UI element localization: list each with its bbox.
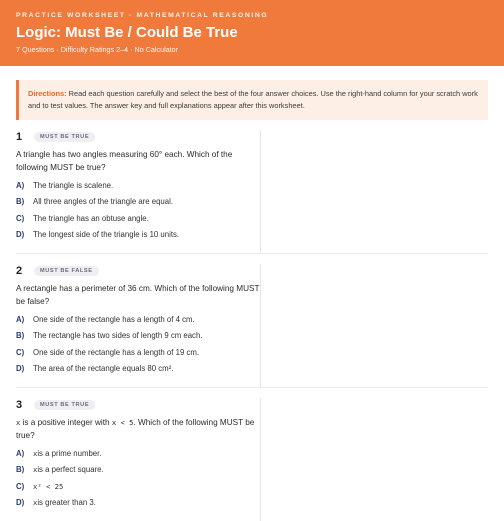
header-kicker: PRACTICE WORKSHEET · MATHEMATICAL REASONING xyxy=(16,12,269,19)
choice-letter: C) xyxy=(16,481,25,491)
directions-box xyxy=(16,80,488,120)
question-header xyxy=(16,264,260,278)
choice-letter: A) xyxy=(16,314,25,324)
variable-x: x xyxy=(16,418,21,427)
question-body xyxy=(16,388,260,521)
choice-text: All three angles of the triangle are equal. xyxy=(33,197,174,207)
scratch-work-area[interactable] xyxy=(260,398,488,521)
answer-choice-c[interactable] xyxy=(16,210,260,227)
choice-letter: A) xyxy=(16,180,25,190)
answer-choices xyxy=(16,445,260,511)
answer-choice-a[interactable] xyxy=(16,177,260,194)
question-header xyxy=(16,130,260,144)
answer-choices xyxy=(16,311,260,377)
question-stem: A rectangle has a perimeter of 36 cm. Which of the following MUST be false? xyxy=(16,284,260,306)
worksheet-header xyxy=(0,0,504,66)
header-subtitle: 7 Questions · Difficulty Ratings 2–4 · No Calculator xyxy=(16,45,179,54)
choice-text: One side of the rectangle has a length of 4 cm. xyxy=(33,314,195,324)
choice-text: is greater than 3. xyxy=(37,498,96,508)
answer-choice-b[interactable] xyxy=(16,194,260,211)
question-stem: A triangle has two angles measuring 60° each. Which of the following MUST be true? xyxy=(16,150,233,172)
question-stem xyxy=(16,416,260,442)
choice-text: The area of the rectangle equals 80 cm². xyxy=(33,364,174,374)
choice-variable: x² < 25 xyxy=(33,481,64,491)
choice-text: The triangle has an obtuse angle. xyxy=(33,213,149,223)
question-type-badge: MUST BE FALSE xyxy=(34,266,99,276)
stem-text-end: . Which of the following MUST be true? xyxy=(16,418,255,440)
choice-text: is a perfect square. xyxy=(37,465,104,475)
question-1 xyxy=(16,120,488,254)
choice-variable: x xyxy=(33,498,38,508)
question-list xyxy=(16,120,488,521)
choice-text: One side of the rectangle has a length of 19 cm. xyxy=(33,347,200,357)
scratch-work-area[interactable] xyxy=(260,264,488,387)
answer-choice-b[interactable] xyxy=(16,328,260,345)
choice-letter: D) xyxy=(16,364,25,374)
choice-text: The longest side of the triangle is 10 units. xyxy=(33,230,180,240)
question-type-badge: MUST BE TRUE xyxy=(34,132,95,142)
question-number: 1 xyxy=(16,131,23,143)
answer-choice-c[interactable] xyxy=(16,478,260,495)
choice-letter: C) xyxy=(16,347,25,357)
stem-condition: x < 5 xyxy=(111,418,134,427)
page-title: Logic: Must Be / Could Be True xyxy=(16,24,238,41)
choice-letter: D) xyxy=(16,498,25,508)
answer-choice-d[interactable] xyxy=(16,227,260,244)
choice-letter: A) xyxy=(16,448,25,458)
answer-choice-d[interactable] xyxy=(16,361,260,378)
answer-choice-a[interactable] xyxy=(16,445,260,462)
question-body xyxy=(16,120,260,253)
choice-text: The triangle is scalene. xyxy=(33,180,114,190)
answer-choice-c[interactable] xyxy=(16,344,260,361)
answer-choice-a[interactable] xyxy=(16,311,260,328)
stem-text: is a positive integer with xyxy=(20,418,112,427)
question-body xyxy=(16,254,260,387)
choice-text: is a prime number. xyxy=(37,448,102,458)
directions-text: Read each question carefully and select the best of the four answer choices. Use the right-hand column for your scratch work and to test values. The answer key and full explanations appear after this worksheet. xyxy=(28,89,478,110)
question-number: 2 xyxy=(16,265,23,277)
directions-lead: Directions: xyxy=(28,89,67,98)
question-2 xyxy=(16,254,488,388)
choice-letter: D) xyxy=(16,230,25,240)
choice-letter: B) xyxy=(16,197,25,207)
choice-letter: C) xyxy=(16,213,25,223)
choice-letter: B) xyxy=(16,465,25,475)
question-type-badge: MUST BE TRUE xyxy=(34,400,95,410)
question-number: 3 xyxy=(16,399,23,411)
question-header xyxy=(16,398,260,412)
choice-letter: B) xyxy=(16,331,25,341)
answer-choices xyxy=(16,177,260,243)
question-3 xyxy=(16,388,488,521)
scratch-work-area[interactable] xyxy=(260,130,488,253)
answer-choice-d[interactable] xyxy=(16,495,260,512)
answer-choice-b[interactable] xyxy=(16,462,260,479)
choice-variable: x xyxy=(33,465,38,475)
choice-text: The rectangle has two sides of length 9 cm each. xyxy=(33,331,203,341)
choice-variable: x xyxy=(33,448,38,458)
